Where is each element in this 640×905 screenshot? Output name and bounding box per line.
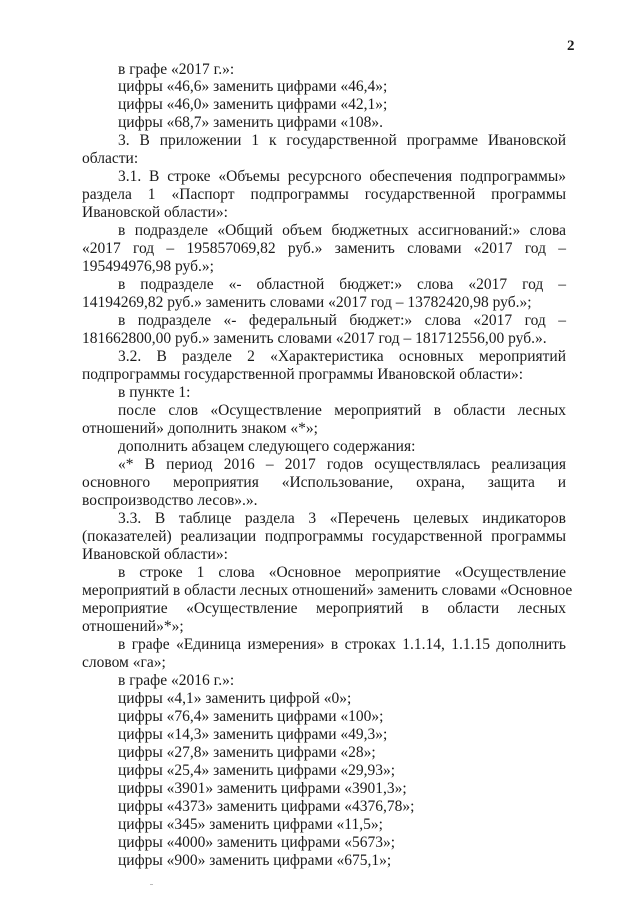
text-line: 195494976,98 руб.»; [82,258,214,275]
text-line: в строке 1 слова «Основное мероприятие «Осуществление [118,564,566,581]
text-line: Ивановской области»: [82,546,228,563]
text-line: цифры «25,4» заменить цифрами «29,93»; [118,762,396,779]
text-line: мероприятий в области лесных отношений» заменить словами «Основное [82,582,573,599]
text-line: цифры «3901» заменить цифрами «3901,3»; [118,780,407,797]
text-line: «2017 год – 195857069,82 руб.» заменить словами «2017 год – [82,240,566,257]
text-line: цифры «76,4» заменить цифрами «100»; [118,708,384,725]
text-line: 181662800,00 руб.» заменить словами «2017 год – 181712556,00 руб.». [82,330,547,347]
text-line: в подразделе «- областной бюджет:» слова «2017 год – [118,276,566,293]
text-line: 3.2. В разделе 2 «Характеристика основных мероприятий [118,348,566,365]
text-line: цифры «14,3» заменить цифрами «49,3»; [118,726,388,743]
text-line: Ивановской области»: [82,204,228,221]
text-line: (показателей) реализации подпрограммы государственной программы [82,528,566,545]
text-line: в графе «2017 г.»: [118,61,235,78]
text-line: раздела 1 «Паспорт подпрограммы государственной программы [82,186,566,203]
text-line: 3.1. В строке «Объемы ресурсного обеспечения подпрограммы» [118,168,566,185]
text-line: в графе «Единица измерения» в строках 1.1.14, 1.1.15 дополнить [118,636,566,653]
text-line: 3. В приложении 1 к государственной программе Ивановской [118,132,566,149]
text-line: после слов «Осуществление мероприятий в области лесных [118,402,566,419]
text-line: цифры «900» заменить цифрами «675,1»; [118,852,392,869]
text-line: цифры «68,7» заменить цифрами «108». [118,114,384,131]
text-line: цифры «27,8» заменить цифрами «28»; [118,744,376,761]
text-line: отношений» дополнить знаком «*»; [82,420,318,437]
text-line: области: [82,150,139,167]
text-line: в графе «2016 г.»: [118,672,235,689]
text-line: в пункте 1: [118,384,191,401]
text-line: цифры «46,6» заменить цифрами «46,4»; [118,78,388,95]
text-line: в подразделе «Общий объем бюджетных ассигнований:» слова [118,222,566,239]
text-line: подпрограммы государственной программы Ивановской области»: [82,366,524,383]
text-line: основного мероприятия «Использование, охрана, защита и [82,474,566,491]
text-line: цифры «345» заменить цифрами «11,5»; [118,816,383,833]
text-line: «* В период 2016 – 2017 годов осуществлялась реализация [118,456,566,473]
text-line: словом «га»; [82,654,166,671]
text-line: 14194269,82 руб.» заменить словами «2017 год – 13782420,98 руб.»; [82,294,532,311]
page-number: 2 [567,38,575,54]
text-line: цифры «4000» заменить цифрами «5673»; [118,834,396,851]
scan-speck [150,884,153,885]
text-line: отношений»*»; [82,618,184,635]
text-line: дополнить абзацем следующего содержания: [118,438,416,455]
text-line: воспроизводство лесов».». [82,492,258,509]
text-line: в подразделе «- федеральный бюджет:» слова «2017 год – [118,312,566,329]
text-line: цифры «4373» заменить цифрами «4376,78»; [118,798,415,815]
text-line: 3.3. В таблице раздела 3 «Перечень целевых индикаторов [118,510,566,527]
text-line: цифры «46,0» заменить цифрами «42,1»; [118,96,388,113]
text-line: мероприятие «Осуществление мероприятий в области лесных [82,600,566,617]
text-line: цифры «4,1» заменить цифрой «0»; [118,690,352,707]
